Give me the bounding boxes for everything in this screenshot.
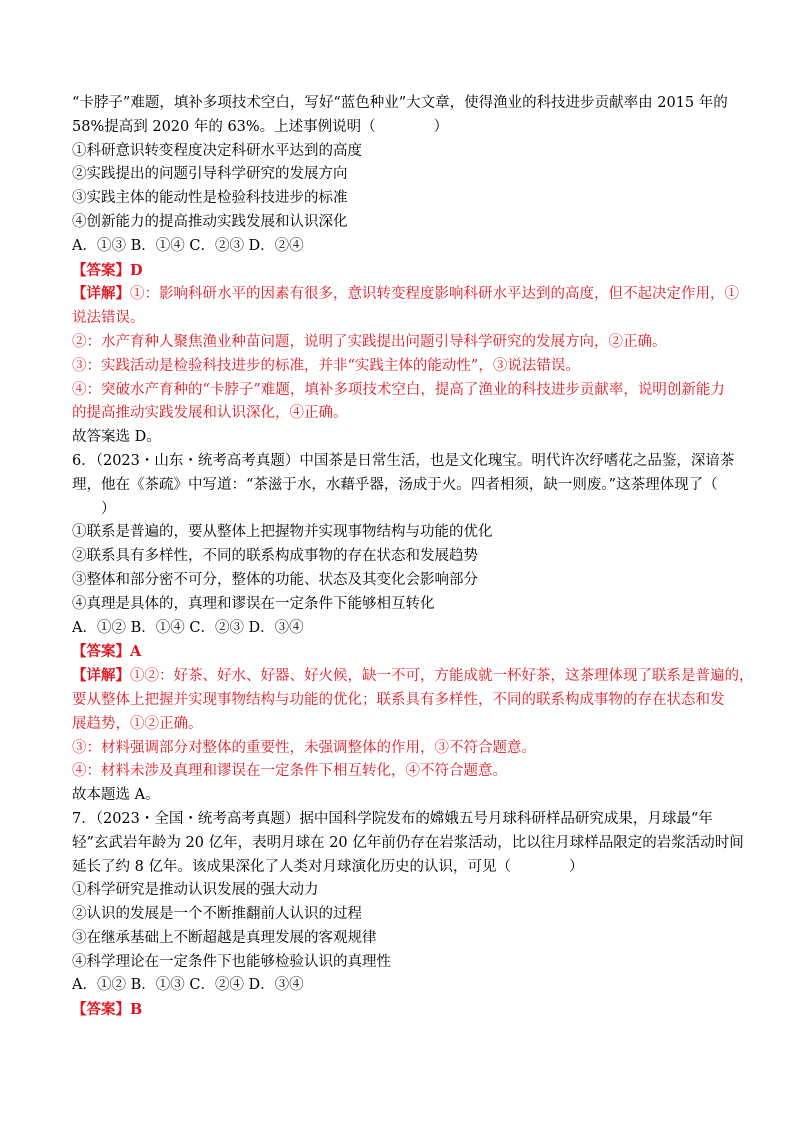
q6-answer-value: A	[130, 643, 142, 661]
q7-stem-line-1: 7．（2023・全国・统考高考真题）据中国科学院发布的嫦娥五号月球科研样品研究成果，月球最“年	[72, 810, 713, 827]
q7-choices: A．①② B．①③ C．②④ D．③④	[72, 977, 304, 994]
q5-detail-line-3: ②：水产育种人聚焦渔业种苗问题，说明了实践提出问题引导科学研究的发展方向，②正确。	[72, 333, 667, 350]
q6-detail-line-5: ④：材料未涉及真理和谬误在一定条件下相互转化，④不符合题意。	[72, 763, 507, 780]
document-page	[72, 92, 754, 1022]
q7-option-1: ①科学研究是推动认识发展的强大动力	[72, 882, 319, 899]
q6-option-4: ④真理是具体的，真理和谬误在一定条件下能够相互转化	[72, 595, 435, 612]
q7-stem-line-3: 延长了约 8 亿年。该成果深化了人类对月球演化历史的认识，可见（ ）	[72, 858, 584, 875]
q5-option-2: ②实践提出的问题引导科学研究的发展方向	[72, 166, 348, 183]
q7-answer-value: B	[130, 1001, 143, 1019]
q6-detail-line-3: 展趋势，①②正确。	[72, 715, 203, 732]
q5-stem-line-1: “卡脖子”难题，填补多项技术空白，写好“蓝色种业”大文章，使得渔业的科技进步贡献率由 2015 年的	[72, 95, 728, 111]
q6-detail-line-4: ③：材料强调部分对整体的重要性，未强调整体的作用，③不符合题意。	[72, 739, 536, 756]
q6-detail-text-1: ①②：好茶、好水、好器、好火候，缺一不可，方能成就一杯好茶，这茶理体现了联系是普遍的，	[130, 668, 754, 685]
q5-option-4: ④创新能力的提高推动实践发展和认识深化	[72, 213, 348, 230]
q5-option-1: ①科研意识转变程度决定科研水平达到的高度	[72, 142, 362, 159]
q7-answer	[72, 998, 732, 1022]
q5-detail-tag: 【详解】	[72, 285, 130, 303]
q7-option-4: ④科学理论在一定条件下也能够检验认识的真理性	[72, 953, 391, 970]
question-7	[72, 808, 744, 1022]
q6-choices: A．①② B．①④ C．②③ D．③④	[72, 619, 304, 636]
q5-stem-line-2: 58%提高到 2020 年的 63%。上述事例说明（ ）	[72, 118, 449, 135]
q6-detail-line-1	[72, 664, 754, 689]
q6-detail-line-2: 要从整体上把握并实现事物结构与功能的优化；联系具有多样性，不同的联系构成事物的存在状态和发	[72, 691, 725, 708]
q5-conclusion: 故答案选 D。	[72, 429, 161, 446]
q6-stem-line-3: ）	[72, 500, 116, 517]
q5-detail-line-5: ④：突破水产育种的“卡脖子”难题，填补多项技术空白，提高了渔业的科技进步贡献率，说明创新能力	[72, 381, 725, 398]
q5-answer-tag: 【答案】	[72, 261, 130, 279]
question-5	[72, 92, 739, 450]
q5-detail-line-2: 说法错误。	[72, 310, 145, 327]
q6-stem-line-2: 理，他在《茶疏》中写道：“茶滋于水，水藉乎器，汤成于火。四者相须，缺一则废。”这茶理体现了（	[72, 476, 718, 493]
q6-option-3: ③整体和部分密不可分，整体的功能、状态及其变化会影响部分	[72, 571, 478, 588]
q5-detail-line-4: ③：实践活动是检验科技进步的标准，并非“实践主体的能动性”，③说法错误。	[72, 357, 580, 374]
q5-answer	[72, 259, 732, 283]
q5-detail-text-1: ①：影响科研水平的因素有很多，意识转变程度影响科研水平达到的高度，但不起决定作用，①	[130, 286, 739, 303]
q6-answer	[72, 640, 732, 664]
q6-stem-line-1: 6．（2023・山东・统考高考真题）中国茶是日常生活，也是文化瑰宝。明代许次纾嗜花之品鉴，深谙茶	[72, 452, 735, 469]
q6-conclusion: 故本题选 A。	[72, 787, 160, 804]
q5-detail-line-1	[72, 282, 739, 307]
q5-choices: A．①③ B．①④ C．②③ D．②④	[72, 237, 304, 254]
q5-option-3: ③实践主体的能动性是检验科技进步的标准	[72, 190, 348, 207]
q5-answer-value: D	[130, 261, 143, 279]
q7-option-2: ②认识的发展是一个不断推翻前人认识的过程	[72, 906, 362, 923]
q7-answer-tag: 【答案】	[72, 1001, 130, 1019]
q6-detail-tag: 【详解】	[72, 667, 130, 685]
q7-stem-line-2: 轻”玄武岩年龄为 20 亿年，表明月球在 20 亿年前仍存在岩浆活动，比以往月球样品限定的岩浆活动时间	[72, 834, 744, 851]
q7-option-3: ③在继承基础上不断超越是真理发展的客观规律	[72, 929, 377, 946]
q5-detail-line-6: 的提高推动实践发展和认识深化，④正确。	[72, 405, 348, 422]
question-6	[72, 450, 754, 808]
q6-option-1: ①联系是普遍的，要从整体上把握物并实现事物结构与功能的优化	[72, 524, 493, 541]
q6-answer-tag: 【答案】	[72, 643, 130, 661]
q6-option-2: ②联系具有多样性，不同的联系构成事物的存在状态和发展趋势	[72, 548, 478, 565]
